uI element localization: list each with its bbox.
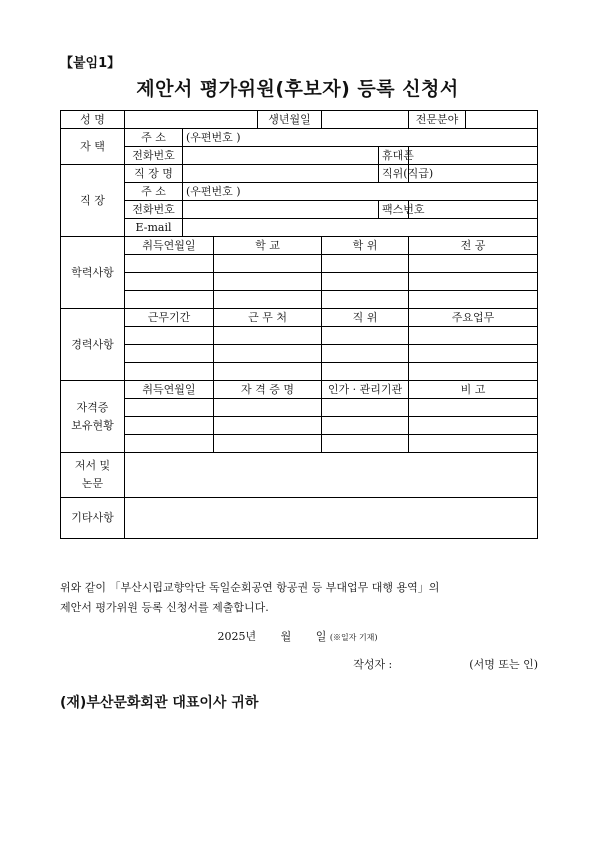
cell[interactable] (322, 273, 409, 291)
cell[interactable] (125, 291, 214, 309)
field-value-cell[interactable] (466, 111, 538, 129)
education-header-date: 취득연월일 (125, 237, 214, 255)
cell[interactable] (125, 345, 214, 363)
cell[interactable] (409, 255, 538, 273)
table-row (61, 435, 538, 453)
work-postcode-cell[interactable]: (우편번호 ) (183, 183, 538, 201)
cell[interactable] (214, 345, 322, 363)
cell[interactable] (322, 327, 409, 345)
education-header-school: 학 교 (214, 237, 322, 255)
name-value-cell[interactable] (125, 111, 258, 129)
signature-label: (서명 또는 인) (469, 658, 538, 671)
cell[interactable] (125, 399, 214, 417)
cell[interactable] (322, 291, 409, 309)
cell[interactable] (409, 291, 538, 309)
license-section-line1: 자격증 (76, 400, 109, 414)
table-row (61, 345, 538, 363)
mobile-value-cell[interactable] (409, 147, 538, 165)
license-header-row (61, 381, 538, 399)
home-phone-row (61, 147, 538, 165)
cell[interactable] (214, 255, 322, 273)
date-note: (※일자 기재) (329, 633, 378, 642)
cell[interactable] (322, 435, 409, 453)
date-line (0, 628, 595, 644)
writer-label: 작성자 : (353, 658, 393, 671)
basic-info-row (61, 111, 538, 129)
home-phone-value-cell[interactable] (183, 147, 379, 165)
email-row (61, 219, 538, 237)
cell[interactable] (322, 255, 409, 273)
table-row (61, 363, 538, 381)
email-value-cell[interactable] (183, 219, 538, 237)
birth-label: 생년월일 (258, 111, 322, 129)
publications-section-label (61, 453, 125, 498)
career-header-duties: 주요업무 (409, 309, 538, 327)
table-row (61, 327, 538, 345)
table-row (61, 399, 538, 417)
license-header-remarks: 비 고 (409, 381, 538, 399)
cell[interactable] (125, 417, 214, 435)
cell[interactable] (125, 327, 214, 345)
career-header-workplace: 근 무 처 (214, 309, 322, 327)
annex-label: 【붙임1】 (60, 56, 121, 71)
statement-line1: 위와 같이 「부산시립교향악단 독일순회공연 항공권 등 부대업무 대행 용역」의 (60, 581, 440, 594)
name-label: 성 명 (61, 111, 125, 129)
table-row (61, 255, 538, 273)
cell[interactable] (125, 273, 214, 291)
education-header-degree: 학 위 (322, 237, 409, 255)
position-label: 직위(직급) (379, 165, 409, 183)
statement (60, 578, 540, 618)
cell[interactable] (322, 417, 409, 435)
cell[interactable] (125, 435, 214, 453)
cell[interactable] (322, 363, 409, 381)
table-row (61, 273, 538, 291)
license-section-label (61, 381, 125, 453)
cell[interactable] (322, 399, 409, 417)
date-year: 2025년 (217, 630, 257, 643)
career-header-position: 직 위 (322, 309, 409, 327)
fax-label: 팩스번호 (379, 201, 409, 219)
work-phone-value-cell[interactable] (183, 201, 379, 219)
education-header-major: 전 공 (409, 237, 538, 255)
education-section-label: 학력사항 (61, 237, 125, 309)
home-phone-label: 전화번호 (125, 147, 183, 165)
home-postcode-cell[interactable]: (우편번호 ) (183, 129, 538, 147)
work-phone-row (61, 201, 538, 219)
fax-value-cell[interactable] (409, 201, 538, 219)
cell[interactable] (409, 327, 538, 345)
date-month: 월 (280, 630, 292, 643)
date-day: 일 (315, 630, 327, 643)
cell[interactable] (409, 399, 538, 417)
cell[interactable] (409, 417, 538, 435)
work-address-label: 주 소 (125, 183, 183, 201)
statement-line2: 제안서 평가위원 등록 신청서를 제출합니다. (60, 601, 269, 614)
education-header-row (61, 237, 538, 255)
cell[interactable] (409, 435, 538, 453)
license-header-date: 취득연월일 (125, 381, 214, 399)
license-header-authority: 인가 · 관리기관 (322, 381, 409, 399)
home-address-row (61, 129, 538, 147)
publications-value-cell[interactable] (125, 453, 538, 498)
career-header-period: 근무기간 (125, 309, 214, 327)
career-section-label: 경력사항 (61, 309, 125, 381)
work-phone-label: 전화번호 (125, 201, 183, 219)
cell[interactable] (125, 255, 214, 273)
cell[interactable] (409, 345, 538, 363)
other-value-cell[interactable] (125, 498, 538, 539)
home-section-label: 자 택 (61, 129, 125, 165)
application-form-table (60, 110, 538, 539)
work-section-label: 직 장 (61, 165, 125, 237)
cell[interactable] (214, 327, 322, 345)
cell[interactable] (214, 435, 322, 453)
table-row (61, 417, 538, 435)
writer-line (0, 656, 538, 672)
publications-line1: 저서 및 (74, 459, 111, 472)
publications-row (61, 453, 538, 498)
career-header-row (61, 309, 538, 327)
cell[interactable] (214, 291, 322, 309)
email-label: E-mail (125, 219, 183, 237)
form-title: 제안서 평가위원(후보자) 등록 신청서 (136, 78, 459, 100)
mobile-label: 휴대폰 (379, 147, 409, 165)
table-row (61, 291, 538, 309)
field-label: 전문분야 (409, 111, 466, 129)
other-section-label: 기타사항 (61, 498, 125, 539)
cell[interactable] (214, 273, 322, 291)
cell[interactable] (214, 363, 322, 381)
cell[interactable] (322, 345, 409, 363)
workplace-label: 직 장 명 (125, 165, 183, 183)
home-address-label: 주 소 (125, 129, 183, 147)
birth-value-cell[interactable] (322, 111, 409, 129)
workplace-value-cell[interactable] (183, 165, 379, 183)
recipient: (재)부산문화회관 대표이사 귀하 (60, 695, 259, 711)
license-section-line2: 보유현황 (71, 418, 114, 432)
cell[interactable] (409, 363, 538, 381)
cell[interactable] (214, 399, 322, 417)
cell[interactable] (409, 273, 538, 291)
cell[interactable] (125, 363, 214, 381)
other-row (61, 498, 538, 539)
workplace-row (61, 165, 538, 183)
license-header-name: 자 격 증 명 (214, 381, 322, 399)
cell[interactable] (214, 417, 322, 435)
work-address-row (61, 183, 538, 201)
publications-line2: 논문 (81, 477, 104, 490)
